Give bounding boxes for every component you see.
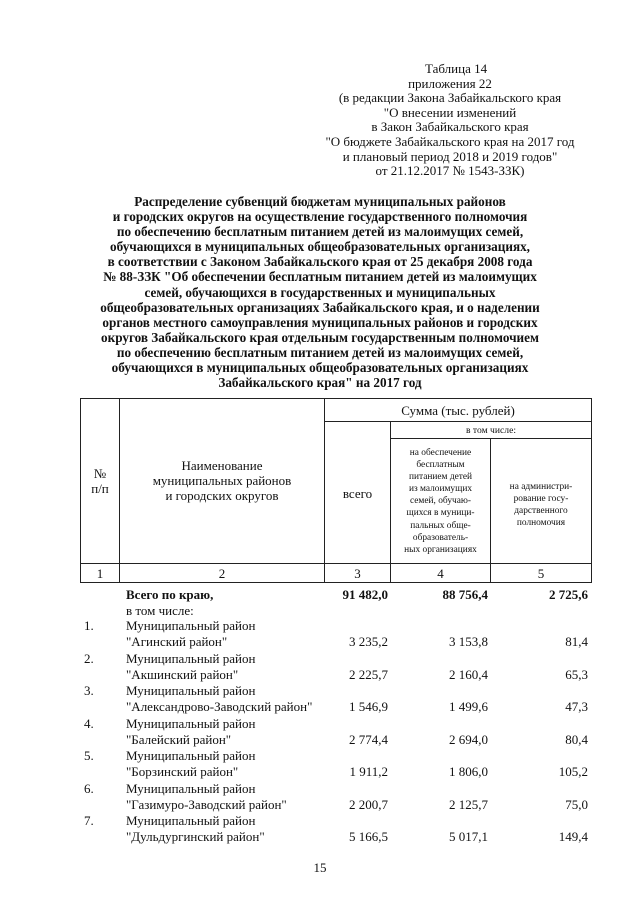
row-total: 5 166,5 (349, 829, 388, 844)
header-text: и городских округов (165, 488, 279, 503)
column-number: 2 (218, 566, 226, 581)
header-text: образователь- (412, 532, 469, 543)
row-admin: 75,0 (565, 796, 588, 812)
row-name-line1: Муниципальный район (126, 813, 256, 828)
header-text: № (93, 466, 107, 481)
header-line: (в редакции Закона Забайкальского края (338, 90, 562, 106)
column-header-admin (491, 481, 591, 529)
column-header-total: всего (342, 486, 373, 501)
total-all: 91 482,0 (342, 587, 388, 602)
header-line: "О внесении изменений (383, 104, 517, 120)
column-header-including: в том числе: (465, 425, 516, 436)
row-total: 3 235,2 (349, 634, 388, 649)
column-number: 5 (537, 566, 545, 581)
title-line: Распределение субвенций бюджетам муниципальных районов (134, 194, 506, 209)
table-border-right (591, 398, 592, 583)
title-line: округов Забайкальского края отдельным государственным полномочием (101, 329, 539, 345)
header-line: Таблица 14 (425, 61, 488, 76)
table-divider (390, 438, 592, 439)
row-name-line2: "Александрово-Заводский район" (126, 699, 313, 714)
column-number: 3 (354, 566, 361, 581)
row-admin: 47,3 (565, 699, 588, 714)
row-name-line2: "Борзинский район" (126, 764, 239, 779)
column-header-number (81, 466, 119, 496)
row-food: 1 499,6 (449, 699, 488, 714)
header-line: от 21.12.2017 № 1543-ЗЗК) (375, 163, 525, 179)
total-label: Всего по краю, (126, 587, 214, 602)
title-line: Забайкальского края" на 2017 год (218, 375, 422, 391)
column-header-sum: Сумма (тыс. рублей) (401, 403, 515, 418)
row-food: 2 160,4 (449, 666, 488, 682)
row-name-line2: "Балейский район" (126, 731, 232, 747)
header-text: дарственного (514, 506, 568, 516)
row-number: 2. (84, 650, 94, 666)
row-number: 5. (84, 748, 94, 763)
header-text: на администри- (509, 482, 573, 492)
title-line: обучающихся в муниципальных общеобразовательных организациях, (110, 239, 530, 255)
header-text: из малоимущих (408, 484, 473, 495)
column-header-name (120, 458, 324, 503)
row-total: 2 225,7 (349, 666, 388, 682)
table-divider (80, 563, 592, 564)
row-total: 2 200,7 (349, 796, 388, 812)
row-number: 4. (84, 715, 94, 731)
header-text: п/п (91, 481, 109, 496)
header-text: семей, обучаю- (409, 496, 472, 507)
row-number: 6. (84, 780, 94, 796)
table-divider (80, 582, 592, 583)
header-text: ных организациях (404, 544, 477, 555)
total-admin: 2 725,6 (549, 587, 588, 602)
row-name-line1: Муниципальный район (126, 780, 256, 796)
header-line: "О бюджете Забайкальского края на 2017 год (325, 133, 575, 149)
header-text: на обеспечение (409, 448, 472, 458)
row-admin: 65,3 (565, 666, 588, 682)
title-line: № 88-ЗЗК "Об обеспечении бесплатным питанием детей из малоимущих (103, 269, 537, 285)
row-number: 1. (84, 618, 94, 633)
header-line: и плановый период 2018 и 2019 годов" (342, 148, 558, 164)
row-name-line1: Муниципальный район (126, 748, 256, 763)
appendix-header (300, 62, 600, 179)
title-line: по обеспечению бесплатным питанием детей из малоимущих семей, (116, 224, 524, 240)
row-admin: 81,4 (565, 634, 588, 649)
row-number: 7. (84, 813, 94, 828)
header-text: пальных обще- (410, 520, 471, 531)
row-admin: 105,2 (558, 764, 588, 779)
row-name-line1: Муниципальный район (126, 618, 256, 633)
column-number: 4 (437, 566, 444, 581)
row-total: 2 774,4 (349, 731, 388, 747)
title-line: обучающихся в муниципальных общеобразовательных организациях (111, 360, 529, 376)
row-name-line2: "Газимуро-Заводский район" (126, 796, 287, 812)
title-line: по обеспечению бесплатным питанием детей из малоимущих семей, (116, 344, 524, 360)
row-total: 1 911,2 (349, 764, 388, 779)
header-text: муниципальных районов (152, 473, 292, 488)
row-food: 3 153,8 (449, 634, 488, 649)
column-header-food (391, 447, 490, 556)
header-text: рование госу- (513, 494, 569, 504)
row-name-line2: "Агинский район" (126, 634, 228, 649)
row-food: 5 017,1 (449, 829, 488, 844)
total-food: 88 756,4 (442, 587, 488, 602)
row-food: 2 125,7 (449, 796, 488, 812)
total-sublabel: в том числе: (126, 603, 194, 618)
header-line: в Закон Забайкальского края (371, 119, 529, 135)
header-text: полномочия (516, 518, 566, 528)
table-border-top (80, 398, 592, 399)
title-line: в соответствии с Законом Забайкальского края от 25 декабря 2008 года (107, 254, 533, 270)
header-text: щихся в муници- (406, 508, 475, 519)
row-admin: 80,4 (565, 731, 588, 747)
page-number: 15 (313, 860, 327, 875)
row-food: 1 806,0 (449, 764, 488, 779)
header-text: питанием детей (408, 472, 473, 483)
header-line: приложения 22 (408, 75, 492, 91)
header-text: бесплатным (416, 460, 465, 471)
row-name-line1: Муниципальный район (126, 683, 256, 698)
title-line: органов местного самоуправления муниципальных районов и городских (102, 314, 538, 330)
row-name-line2: "Акшинский район" (126, 666, 239, 682)
row-name-line1: Муниципальный район (126, 715, 256, 731)
header-text: Наименование (181, 458, 263, 473)
row-food: 2 694,0 (449, 731, 488, 747)
row-name-line1: Муниципальный район (126, 650, 256, 666)
row-name-line2: "Дульдургинский район" (126, 829, 265, 844)
column-number: 1 (96, 566, 104, 581)
document-title (90, 194, 550, 390)
row-total: 1 546,9 (349, 699, 388, 714)
table-divider (324, 421, 592, 422)
title-line: общеобразовательных организациях Забайкальского края, и о наделении (100, 299, 540, 315)
title-line: и городских округов на осуществление государственного полномочия (112, 209, 528, 225)
row-number: 3. (84, 683, 94, 698)
row-admin: 149,4 (558, 829, 588, 844)
title-line: семей, обучающихся в государственных и муниципальных (144, 284, 496, 300)
